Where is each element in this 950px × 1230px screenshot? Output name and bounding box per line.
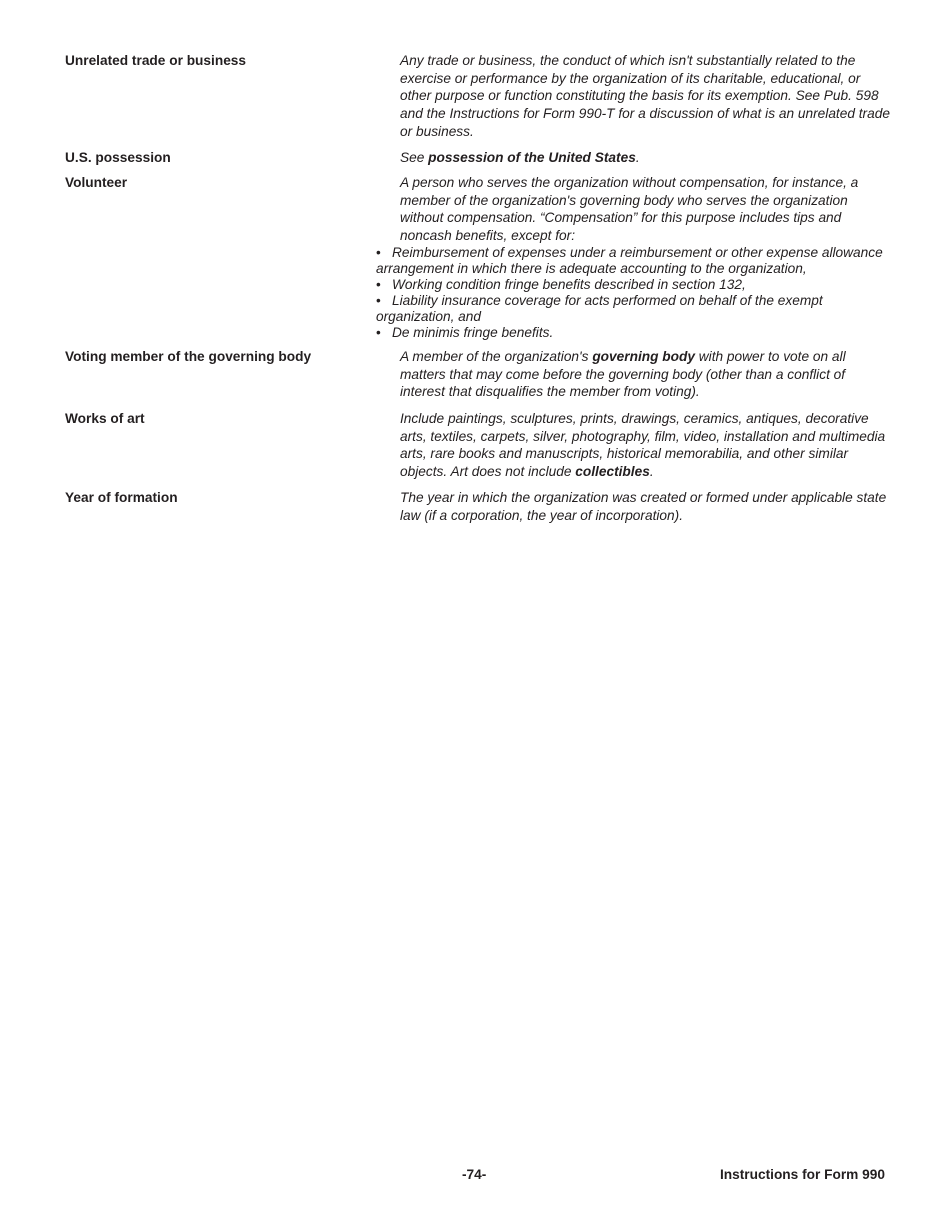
list-item: • Liability insurance coverage for acts performed on behalf of the exempt organization, and xyxy=(376,292,823,324)
definition-works-of-art xyxy=(400,410,890,481)
page-number: -74- xyxy=(462,1167,487,1182)
term-works-of-art: Works of art xyxy=(65,411,145,426)
definition-text: with power to vote on all matters that may come before the governing body (other than a conflict of interest that disqualifies the member from voting). xyxy=(400,349,846,400)
definition-text: A member of the organization's xyxy=(400,349,593,364)
bullet-icon: • xyxy=(376,292,381,308)
definition-volunteer: A person who serves the organization without compensation, for instance, a member of the organization's governing body who serves the organization without compensation. “Compensation” for this purpose includes tips and noncash benefits, except for: xyxy=(400,175,859,244)
cross-reference: possession of the United States xyxy=(428,150,636,165)
definition-text: . xyxy=(635,150,640,165)
list-item: • Reimbursement of expenses under a reimbursement or other expense allowance arrangement in which there is adequate accounting to the organization, xyxy=(376,245,883,276)
definition-text: See xyxy=(400,150,429,165)
definition-text: Include paintings, sculptures, prints, drawings, ceramics, antiques, decorative arts, textiles, carpets, silver, photography, film, video, installation and multimedia arts, rare books and manuscripts, historical memorabilia, and other similar objects. Art does not include xyxy=(400,411,886,480)
definition-text: . xyxy=(649,464,654,480)
cross-reference: collectibles xyxy=(575,464,650,480)
cross-reference: governing body xyxy=(592,349,695,364)
term-volunteer: Volunteer xyxy=(65,175,128,190)
bullet-icon: • xyxy=(376,245,381,260)
term-unrelated-trade: Unrelated trade or business xyxy=(65,53,247,68)
definition-year-of-formation: The year in which the organization was created or formed under applicable state law (if a corporation, the year of incorporation). xyxy=(400,490,887,523)
document-title: Instructions for Form 990 xyxy=(719,1167,885,1182)
list-item: • De minimis fringe benefits. xyxy=(376,324,554,340)
term-us-possession: U.S. possession xyxy=(65,150,171,165)
term-voting-member: Voting member of the governing body xyxy=(65,349,312,364)
list-item: • Working condition fringe benefits described in section 132, xyxy=(376,276,746,292)
bullet-icon: • xyxy=(376,324,381,340)
definition-us-possession xyxy=(400,149,890,167)
term-year-of-formation: Year of formation xyxy=(65,490,178,505)
volunteer-exceptions-list xyxy=(376,245,896,340)
bullet-icon: • xyxy=(376,276,381,292)
definition-unrelated-trade: Any trade or business, the conduct of which isn't substantially related to the exercise or performance by the organization of its charitable, educational, or other purpose or function constituting the basis for its exemption. See Pub. 598 and the Instructions for Form 990-T for a discussion of what is an unrelated trade or business. xyxy=(400,53,890,139)
definition-voting-member xyxy=(400,348,890,401)
